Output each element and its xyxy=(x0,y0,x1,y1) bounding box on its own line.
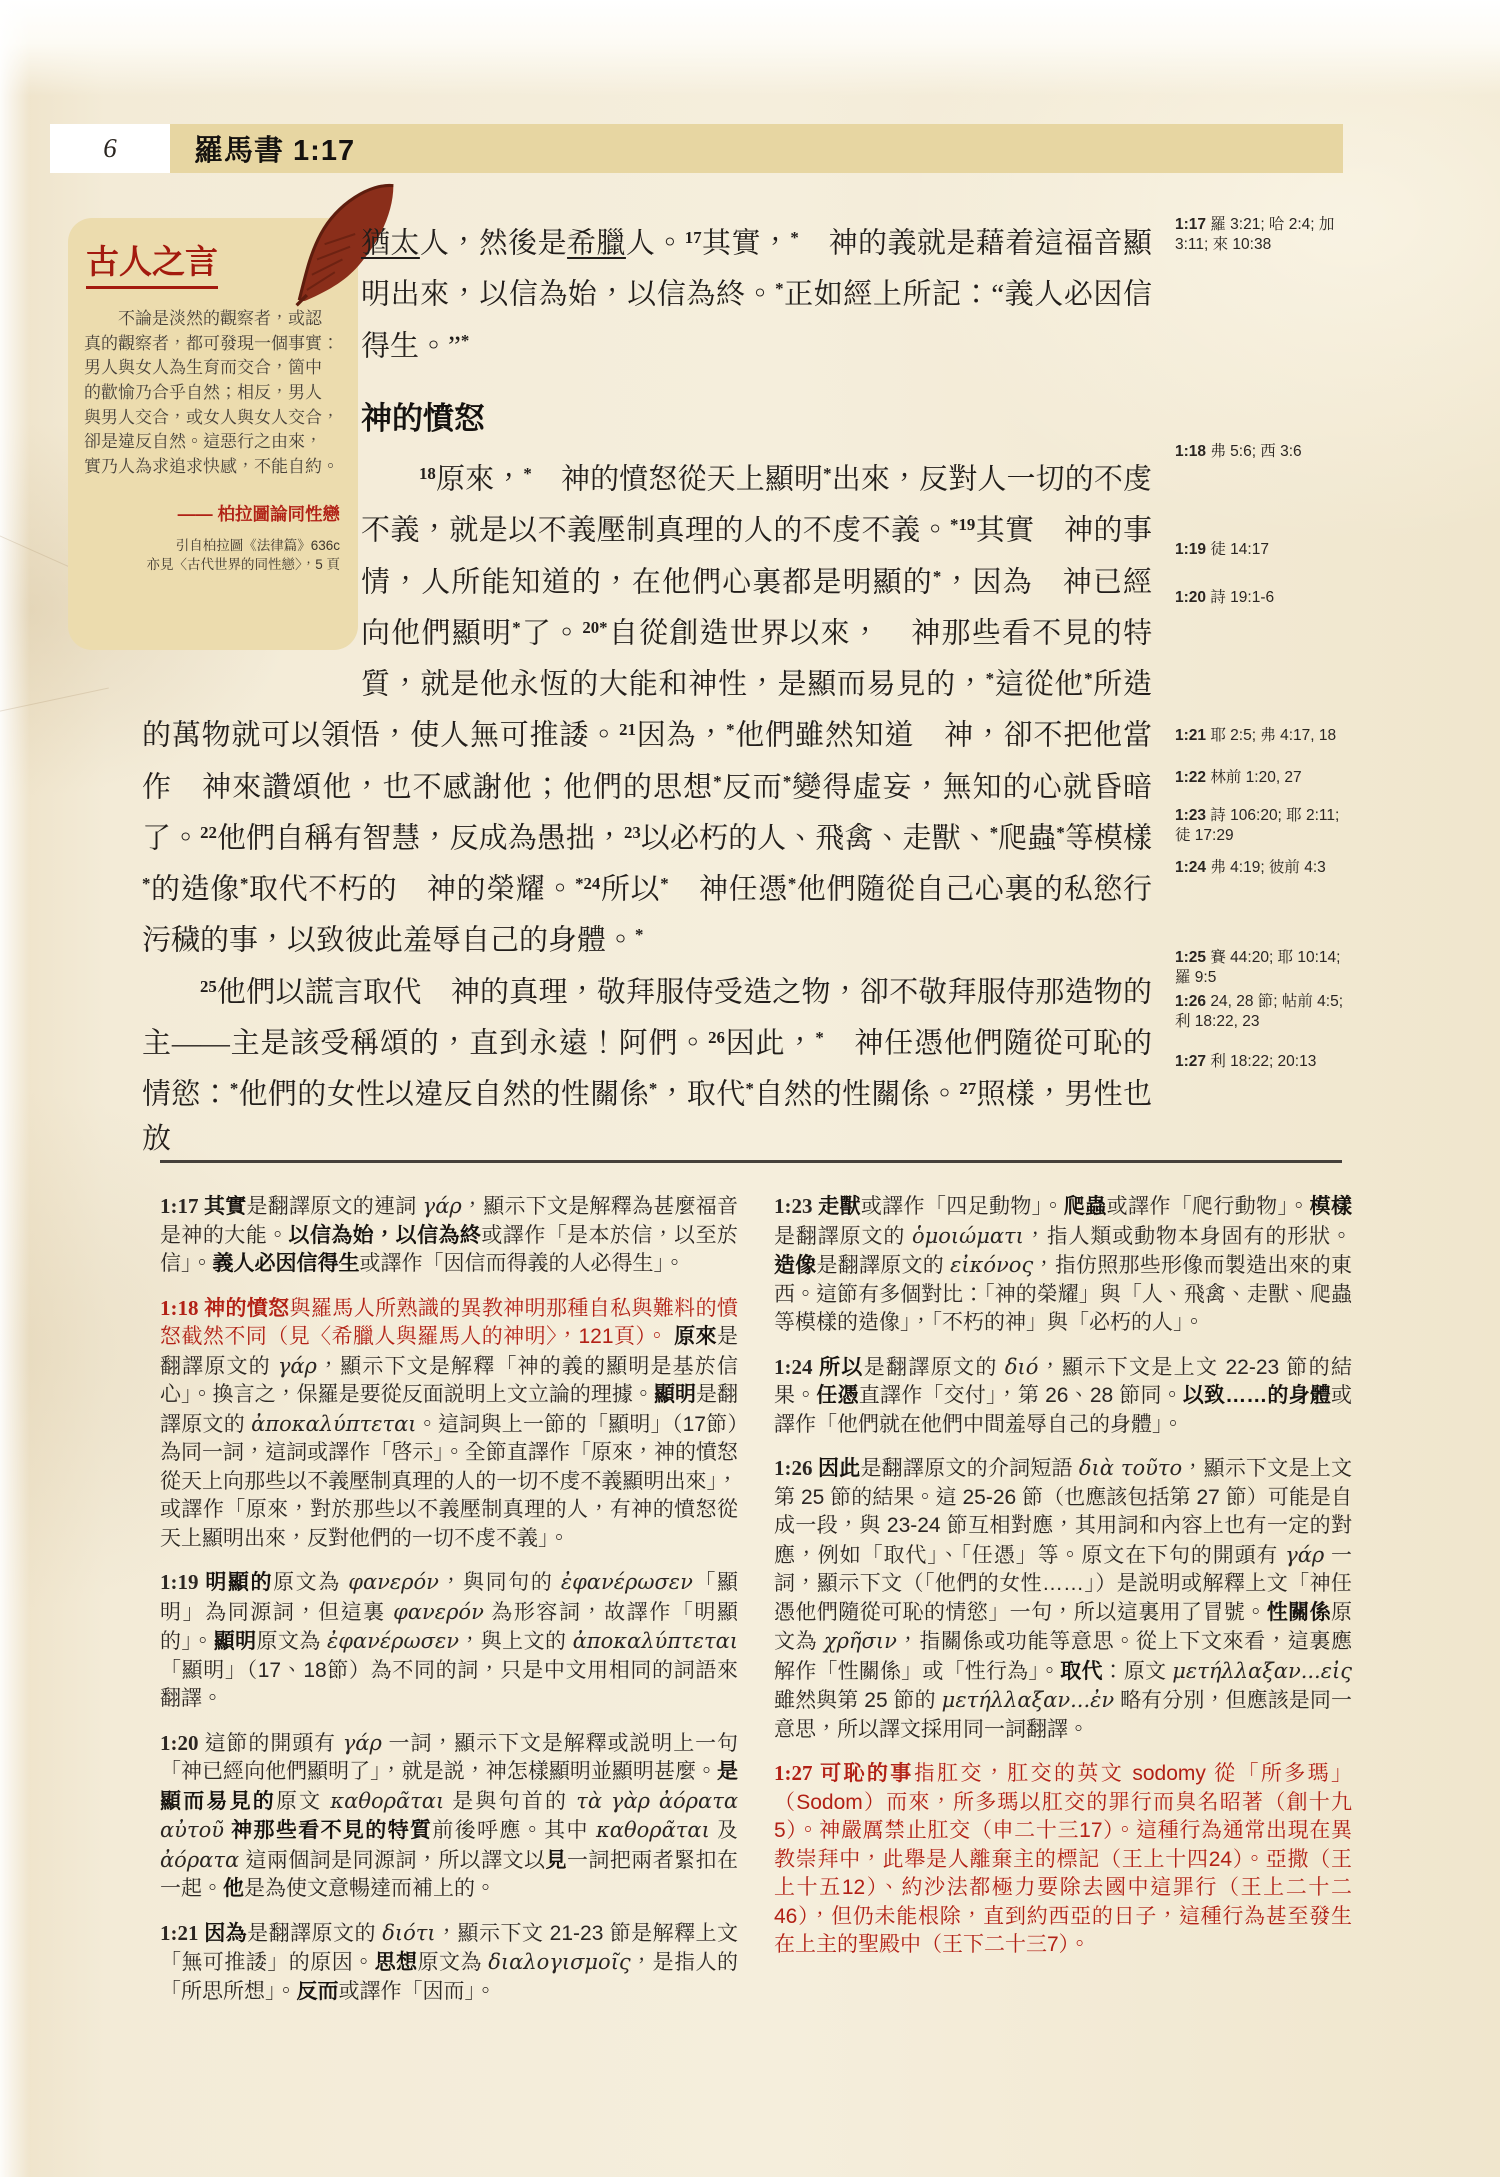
cross-ref-verse-label: 1:21 xyxy=(1175,727,1211,744)
running-header xyxy=(170,124,1343,173)
cross-ref-verse-label: 1:19 xyxy=(1175,541,1211,558)
cross-ref-verse-label: 1:26 xyxy=(1175,993,1211,1010)
notes-divider-rule xyxy=(160,1160,1342,1163)
note-verse-label: 1:20 xyxy=(160,1730,205,1755)
paper-left-edge xyxy=(0,0,30,2177)
cross-ref-verse-label: 1:24 xyxy=(1175,859,1211,876)
cross-ref-1:17: 1:17 羅 3:21; 哈 2:4; 加 3:11; 來 10:38 xyxy=(1175,216,1335,253)
cross-ref-verse-label: 1:22 xyxy=(1175,769,1211,786)
cross-ref-1:23: 1:23 詩 106:20; 耶 2:11; 徒 17:29 xyxy=(1175,807,1340,844)
header-title: 羅馬書 1:17 xyxy=(194,135,356,167)
scripture-text xyxy=(142,215,1152,1162)
study-note-1:26: 1:26 因此是翻譯原文的介詞短語 διὰ τοῦτο，顯示下文是上文第 25 節的結果。這 25-26 節（也應該包括第 27 節）可能是自成一段，與 23-24 節互相對應，其用詞和內容上也有一定的對應，例如「取代」、「任憑」等。原文在下句的開頭有 γάρ 一詞，顯示下文（「他們的女性……」）是説明或解釋上文「神任憑他們隨從可恥的情慾」一句，所以這裏用了冒號。性關係原文為 χρῆσιν，指關係或功能等意思。從上下文來看，這裏應解作「性關係」或「性行為」。取代：原文 μετήλλαξαν...εἰς 雖然與第 25 節的 μετήλλαξαν...ἐν 略有分別，但應該是同一意思，所以譯文採用同一詞翻譯。 xyxy=(774,1456,1353,1741)
study-note-1:23: 1:23 走獸或譯作「四足動物」。爬蟲或譯作「爬行動物」。模樣是翻譯原文的 ὁμοιώματι，指人類或動物本身固有的形狀。造像是翻譯原文的 εἰκόνος，指仿照那些形像而製造出來的東西。這節有多個對比：「神的榮耀」與「人、飛禽、走獸、爬蟲等模樣的造像」，「不朽的神」與「必朽的人」。 xyxy=(774,1194,1353,1334)
sidebar-quote-line: 實乃人為求追求快感，不能自約。 xyxy=(84,456,339,476)
section-heading: 神的憤怒 xyxy=(361,400,485,436)
sidebar-quote-line: 真的觀察者，都可發現一個事實： xyxy=(84,333,339,353)
study-note-1:27: 1:27 可恥的事指肛交，肛交的英文 sodomy 從「所多瑪」（Sodom）而來，所多瑪以肛交的罪行而臭名昭著（創十九5）。神嚴厲禁止肛交（申二十三17）。這種行為通常出現在異教崇拜中，此舉是人離棄主的標記（王上十四24）。亞撒（王上十五12）、約沙法都極力要除去國中這罪行（王上二十二46），但仍未能根除，直到約西亞的日子，這種行為甚至發生在上主的聖殿中（王下二十三7）。 xyxy=(774,1761,1353,1956)
note-verse-label: 1:26 xyxy=(774,1456,818,1480)
cross-ref-verse-label: 1:27 xyxy=(1175,1053,1211,1070)
cross-ref-1:20: 1:20 詩 19:1-6 xyxy=(1175,589,1275,606)
cross-ref-1:26: 1:26 24, 28 節; 帖前 4:5; 利 18:22, 23 xyxy=(1175,993,1344,1030)
cross-ref-verse-label: 1:18 xyxy=(1175,443,1211,460)
study-note-1:21: 1:21 因為是翻譯原文的 διότι，顯示下文 21-23 節是解釋上文「無可推諉」的原因。思想原文為 διαλογισμοῖς，是指人的「所思所想」。反而或譯作「因而」。 xyxy=(160,1920,739,2003)
sidebar-wrap-spacer xyxy=(142,215,361,700)
note-verse-label: 1:23 xyxy=(774,1194,819,1218)
verse-paragraph-18-24: $^{18}$原來，* 神的憤怒從天上顯明*出來，反對人一切的不虔不義，就是以不義壓制真理的人的不虔不義。$^{*19}$其實 神的事情，人所能知道的，在他們心裏都是明顯的*，因為 神已經向他們顯明*了。$^{20*}$自從創造世界以來， 神那些看不見的特質，就是他永恆的大能和神性，是顯而易見的，*這從他*所造的萬物就可以領悟，使人無可推諉。$^{21}$因為，*他們雖然知道 神，卻不把他當作 神來讚頌他，也不感謝他；他們的思想*反而*變得虛妄，無知的心就昏暗了。$^{22}$他們自稱有智慧，反成為愚拙，$^{23}$以必朽的人、飛禽、走獸、*爬蟲*等模樣*的造像*取代不朽的 神的榮耀。$^{*24}$所以* 神任憑*他們隨從自己心裏的私慾行污穢的事，以致彼此羞辱自己的身體。* xyxy=(142,463,1152,957)
cross-ref-1:18: 1:18 弗 5:6; 西 3:6 xyxy=(1175,443,1302,460)
study-note-1:17: 1:17 其實是翻譯原文的連詞 γάρ，顯示下文是解釋為甚麼福音是神的大能。以信為始，以信為終或譯作「是本於信，以至於信」。義人必因信得生或譯作「因信而得義的人必得生」。 xyxy=(160,1194,739,1275)
sidebar-quote-line: 卻是違反自然。這惡行之由來， xyxy=(84,432,322,452)
note-verse-label: 1:19 xyxy=(160,1570,206,1594)
sidebar-source-line1: 引自柏拉圖《法律篇》636c xyxy=(175,538,340,554)
cross-ref-verse-label: 1:25 xyxy=(1175,949,1211,966)
note-verse-label: 1:24 xyxy=(774,1354,820,1379)
sidebar-source-line2: 亦見〈古代世界的同性戀〉，5 頁 xyxy=(146,557,340,573)
cross-ref-1:25: 1:25 賽 44:20; 耶 10:14; 羅 9:5 xyxy=(1175,949,1341,986)
cross-ref-1:24: 1:24 弗 4:19; 彼前 4:3 xyxy=(1175,859,1326,876)
study-note-1:24: 1:24 所以是翻譯原文的 διό，顯示下文是上文 22-23 節的結果。任憑直譯作「交付」，第 26、28 節同。以致……的身體或譯作「他們就在他們中間羞辱自己的身體」。 xyxy=(774,1354,1353,1436)
sidebar-quote-line: 男人與女人為生育而交合，箇中 xyxy=(84,358,322,378)
paper-top-edge xyxy=(0,0,1500,96)
cross-ref-verse-label: 1:23 xyxy=(1175,807,1211,824)
sidebar-quote-line: 的歡愉乃合乎自然；相反，男人 xyxy=(84,383,322,403)
note-verse-label: 1:18 xyxy=(160,1295,205,1320)
cross-ref-verse-label: 1:17 xyxy=(1175,216,1211,233)
study-note-1:19: 1:19 明顯的原文為 φανερόν，與同句的 ἐφανέρωσεν「顯明」為同源詞，但這裏 φανερόν 為形容詞，故譯作「明顯的」。顯明原文為 ἐφανέρωσεν，與上文的 ἀποκαλύπτεται「顯明」（17、18節）為不同的詞，只是中文用相同的詞語來翻譯。 xyxy=(160,1570,739,1710)
note-verse-label: 1:27 xyxy=(774,1761,821,1785)
cross-ref-1:19: 1:19 徒 14:17 xyxy=(1175,541,1269,558)
verse-paragraph-17: 猶太人，然後是希臘人。$^{17}$其實，* 神的義就是藉着這福音顯明出來，以信為始，以信為終。*正如經上所記：“義人必因信得生。”* xyxy=(361,227,1152,362)
study-note-1:18: 1:18 神的憤怒與羅馬人所熟識的異教神明那種自私與難料的憤怒截然不同（見〈希臘人與羅馬人的神明〉，121頁）。 原來是翻譯原文的 γάρ，顯示下文是解釋「神的義的顯明是基於信心」。換言之，保羅是要從反面説明上文立論的理據。顯明是翻譯原文的 ἀποκαλύπτεται。這詞與上一節的「顯明」（17節）為同一詞，這詞或譯作「啓示」。全節直譯作「原來，神的憤怒從天上向那些以不義壓制真理的人的一切不虔不義顯明出來」，或譯作「原來，對於那些以不義壓制真理的人，有神的憤怒從天上顯明出來，反對他們的一切不虔不義」。 xyxy=(160,1295,739,1550)
cross-ref-1:22: 1:22 林前 1:20, 27 xyxy=(1175,769,1302,786)
sidebar-quote-line: 與男人交合，或女人與女人交合， xyxy=(84,407,339,427)
verse-paragraph-25-27: $^{25}$他們以謊言取代 神的真理，敬拜服侍受造之物，卻不敬拜服侍那造物的主——主是該受稱頌的，直到永遠！阿們。$^{26}$因此，* 神任憑他們隨從可恥的情慾：*他們的女性以違反自然的性關係*，取代*自然的性關係。$^{27}$照樣，男性也放 xyxy=(142,975,1152,1156)
sidebar-title: 古人之言 xyxy=(86,244,218,289)
sidebar-attribution: —— 柏拉圖論同性戀 xyxy=(177,504,340,525)
study-notes-left-column xyxy=(160,1192,738,2021)
page-number: 6 xyxy=(103,133,117,163)
study-note-1:20: 1:20 這節的開頭有 γάρ 一詞，顯示下文是解釋或説明上一句「神已經向他們顯明了」，就是説，神怎樣顯明並顯明甚麼。是顯而易見的原文 καθορᾶται 是與句首的 τὰ γὰρ ἀόρατα αὐτοῦ 神那些看不見的特質前後呼應。其中 καθορᾶται 及 ἀόρατα 這兩個詞是同源詞，所以譯文以見一詞把兩者緊扣在一起。他是為使文意暢達而補上的。 xyxy=(160,1730,738,1900)
study-notes-right-column xyxy=(774,1192,1352,1975)
note-verse-label: 1:21 xyxy=(160,1920,205,1945)
note-verse-label: 1:17 xyxy=(160,1194,204,1218)
page-number-box xyxy=(50,124,170,173)
cross-ref-1:27: 1:27 利 18:22; 20:13 xyxy=(1175,1053,1317,1070)
sidebar-quote-line: 不論是淡然的觀察者，或認 xyxy=(118,309,322,329)
cross-ref-1:21: 1:21 耶 2:5; 弗 4:17, 18 xyxy=(1175,727,1337,744)
cross-ref-verse-label: 1:20 xyxy=(1175,589,1211,606)
